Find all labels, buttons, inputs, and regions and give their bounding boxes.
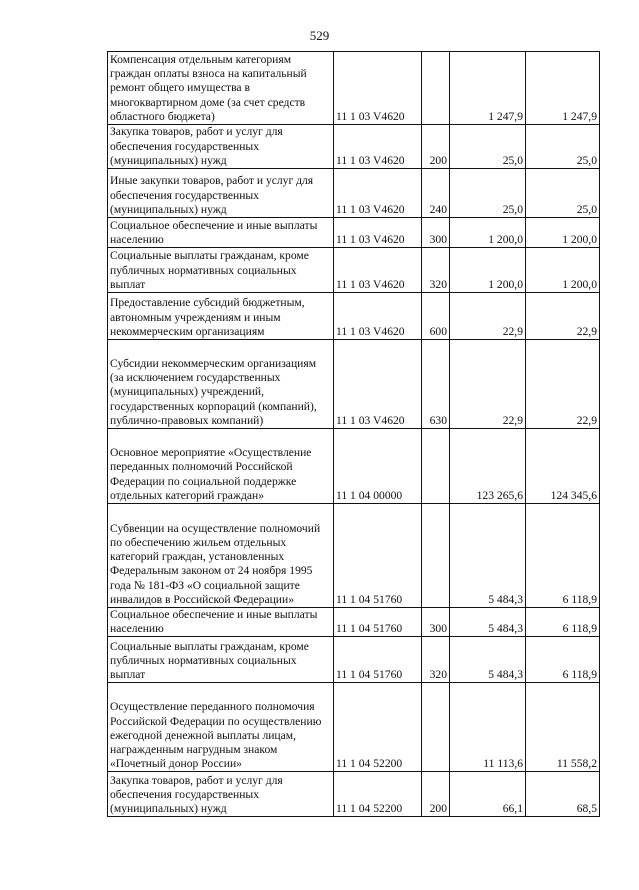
row-value-2: 25,0	[526, 125, 600, 169]
row-code: 11 1 03 V4620	[334, 293, 422, 340]
row-value-2: 1 247,9	[526, 52, 600, 125]
table-row	[108, 293, 600, 340]
row-value-1: 5 484,3	[450, 637, 526, 683]
row-expense-type	[422, 504, 450, 608]
row-code: 11 1 04 51760	[334, 504, 422, 608]
row-name: Социальное обеспечение и иные выплаты населению	[108, 218, 334, 248]
row-value-1: 22,9	[450, 340, 526, 429]
row-code: 11 1 04 51760	[334, 637, 422, 683]
row-code: 11 1 03 V4620	[334, 125, 422, 169]
row-name: Субвенции на осуществление полномочий по обеспечению жильем отдельных категорий граждан, установленных Федеральным законом от 24 ноября 1995 года № 181-ФЗ «О социальной защите инвалидов в Российской Федерации»	[108, 504, 334, 608]
row-value-1: 25,0	[450, 169, 526, 218]
table-row	[108, 608, 600, 637]
row-value-2: 68,5	[526, 772, 600, 817]
row-name: Компенсация отдельным категориям граждан оплаты взноса на капитальный ремонт общего имущества в многоквартирном доме (за счет средств областного бюджета)	[108, 52, 334, 125]
row-value-2: 6 118,9	[526, 504, 600, 608]
row-value-2: 11 558,2	[526, 683, 600, 772]
row-expense-type	[422, 683, 450, 772]
row-value-2: 1 200,0	[526, 218, 600, 248]
row-name: Основное мероприятие «Осуществление переданных полномочий Российской Федерации по социальной поддержке отдельных категорий граждан»	[108, 429, 334, 504]
row-expense-type	[422, 429, 450, 504]
table-row	[108, 248, 600, 293]
row-expense-type: 300	[422, 608, 450, 637]
row-name: Предоставление субсидий бюджетным, автономным учреждениям и иным некоммерческим организациям	[108, 293, 334, 340]
row-value-2: 6 118,9	[526, 608, 600, 637]
row-expense-type: 630	[422, 340, 450, 429]
row-name: Осуществление переданного полномочия Российской Федерации по осуществлению ежегодной денежной выплаты лицам, награжденным нагрудным знаком «Почетный донор России»	[108, 683, 334, 772]
row-value-1: 1 247,9	[450, 52, 526, 125]
budget-table	[107, 51, 600, 817]
row-value-1: 123 265,6	[450, 429, 526, 504]
table-row	[108, 125, 600, 169]
row-name: Субсидии некоммерческим организациям (за исключением государственных (муниципальных) учреждений, государственных корпораций (компаний), публично-правовых компаний)	[108, 340, 334, 429]
row-code: 11 1 03 V4620	[334, 218, 422, 248]
row-name: Иные закупки товаров, работ и услуг для обеспечения государственных (муниципальных) нужд	[108, 169, 334, 218]
row-value-1: 5 484,3	[450, 504, 526, 608]
table-row	[108, 504, 600, 608]
row-value-2: 25,0	[526, 169, 600, 218]
row-expense-type	[422, 52, 450, 125]
table-row	[108, 169, 600, 218]
row-value-1: 1 200,0	[450, 248, 526, 293]
row-code: 11 1 03 V4620	[334, 340, 422, 429]
row-name: Социальное обеспечение и иные выплаты населению	[108, 608, 334, 637]
row-expense-type: 200	[422, 772, 450, 817]
row-code: 11 1 04 52200	[334, 772, 422, 817]
table-row	[108, 637, 600, 683]
table-row	[108, 340, 600, 429]
row-expense-type: 320	[422, 637, 450, 683]
table-row	[108, 772, 600, 817]
row-code: 11 1 03 V4620	[334, 169, 422, 218]
row-expense-type: 240	[422, 169, 450, 218]
row-code: 11 1 04 51760	[334, 608, 422, 637]
row-value-1: 11 113,6	[450, 683, 526, 772]
page-number: 529	[309, 28, 330, 43]
row-name: Социальные выплаты гражданам, кроме публичных нормативных социальных выплат	[108, 248, 334, 293]
row-code: 11 1 03 V4620	[334, 52, 422, 125]
row-expense-type: 200	[422, 125, 450, 169]
row-code: 11 1 04 00000	[334, 429, 422, 504]
row-code: 11 1 03 V4620	[334, 248, 422, 293]
table-row	[108, 683, 600, 772]
row-expense-type: 320	[422, 248, 450, 293]
row-value-2: 22,9	[526, 293, 600, 340]
row-name: Закупка товаров, работ и услуг для обеспечения государственных (муниципальных) нужд	[108, 772, 334, 817]
row-value-2: 1 200,0	[526, 248, 600, 293]
row-name: Социальные выплаты гражданам, кроме публичных нормативных социальных выплат	[108, 637, 334, 683]
row-expense-type: 600	[422, 293, 450, 340]
row-value-1: 66,1	[450, 772, 526, 817]
row-value-2: 124 345,6	[526, 429, 600, 504]
row-name: Закупка товаров, работ и услуг для обеспечения государственных (муниципальных) нужд	[108, 125, 334, 169]
row-value-2: 22,9	[526, 340, 600, 429]
budget-table-body	[108, 52, 600, 817]
row-value-2: 6 118,9	[526, 637, 600, 683]
row-value-1: 1 200,0	[450, 218, 526, 248]
row-value-1: 25,0	[450, 125, 526, 169]
table-row	[108, 52, 600, 125]
row-value-1: 5 484,3	[450, 608, 526, 637]
row-value-1: 22,9	[450, 293, 526, 340]
row-expense-type: 300	[422, 218, 450, 248]
table-row	[108, 218, 600, 248]
table-row	[108, 429, 600, 504]
row-code: 11 1 04 52200	[334, 683, 422, 772]
